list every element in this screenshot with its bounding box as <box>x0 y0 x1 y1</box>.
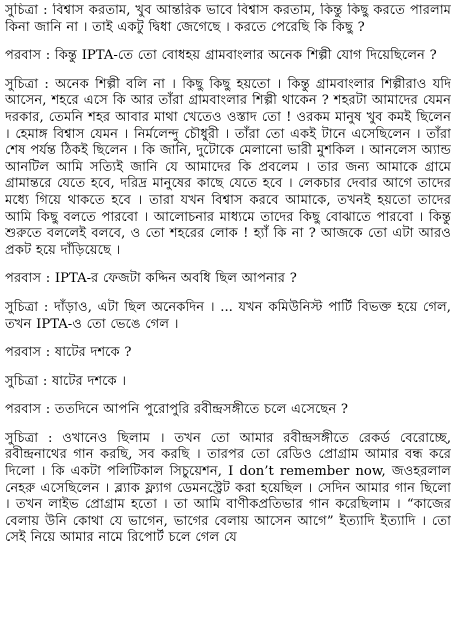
dialogue-paragraph-4: পরবাস : IPTA-র ফেজটা কদ্দিন অবধি ছিল আপনার ? <box>5 271 297 287</box>
speaker-name: সুচিত্রা <box>5 373 39 389</box>
dialogue-text: ওখানেও ছিলাম । তখন তো আমার রবীন্দ্রসঙ্গীতে রেকর্ড বেরোচ্ছে, রবীন্দ্রনাথের গান করছি, সব করছি । তারপর তো রেডিও প্রোগ্রাম আমার বন্ধ করে দিলো । কি একটা পলিটিকাল সিচুয়েশন, I don’t remember now, জওহরলাল নেহরু এসেছিলেন । ব্ল্যাক ফ্ল্যাগ ডেমনস্ট্রেট করা হয়েছিল । সেদিন আমার গান ছিলো । তখন লাইভ প্রোগ্রাম হতো । তা আমি বাণীকপ্রতিভার গান করেছিলাম । “কাজের বেলায় উনি কোথা যে ভাগেন, ভাগের বেলায় আসেন আগে” ইত্যাদি ইত্যাদি । তো সেই নিয়ে আমার নামে রিপোর্ট চলে গেল যে <box>5 430 451 546</box>
dialogue-text: ষাটের দশকে । <box>51 373 127 389</box>
speaker-name: সুচিত্রা <box>5 430 39 446</box>
dialogue-text: অনেক শিল্পী বলি না । কিছু কিছু হয়তো । কিন্তু গ্রামবাংলার শিল্পীরাও যদি আসেন, শহরে এসে কি আর তাঁরা গ্রামবাংলার শিল্পী থাকেন ? শহরটা আমাদের যেমন দরকার, তেমনি শহর আবার মাথা খেতেও ওস্তাদ তো ! ওরকম মানুষ খুব কমই ছিলেন । হেমাঙ্গ বিশ্বাস যেমন । নির্মলেন্দু চৌধুরী । তাঁরা তো একই টানে এসেছিলেন । তাঁরা শেষ পর্যন্ত ঠিকই ছিলেন । কি জানি, দুটোকে মেলানো ভারী মুশকিল । আনলেস অ্যান্ড আনটিল আমি সত্যিই জানি যে আমাদের কি প্রবলেম । তার জন্য আমাকে গ্রামে গ্রামান্তরে যেতে হবে, দরিদ্র মানুষের কাছে যেতে হবে । লেকচার দেবার আগে তাদের মধ্যে গিয়ে থাকতে হবে । তারা যখন বিশ্বাস করবে আমাকে, তখনই হয়তো তাদের আমি কিছু বলতে পারবো । আলোচনার মাধ্যমে তাদের কিছু বোঝাতে পারবো । কিন্তু শুরুতে বললেই বলবে, ও তো শহরের লোক ! হ্যাঁ কি না ? আজকে তো এটা আরও প্রকট হয়ে দাঁড়িয়েছে । <box>5 76 451 258</box>
dialogue-text: দাঁড়াও, এটা ছিল অনেকদিন । ... যখন কমিউনিস্ট পার্টি বিভক্ত হয়ে গেল, তখন IPTA-ও তো ভেঙে গেল । <box>5 299 451 332</box>
speaker-name: সুচিত্রা <box>5 76 39 92</box>
dialogue-paragraph-1: সুচিত্রা : বিশ্বাস করতাম, খুব আন্তরিক ভাবে বিশ্বাস করতাম, কিন্তু কিছু করতে পারলাম কিনা জানি না । তাই একটু দ্বিধা জেগেছে । করতে পেরেছি কি কিছু ? <box>5 3 451 35</box>
dialogue-paragraph-6: পরবাস : ষাটের দশকে ? <box>5 345 132 361</box>
dialogue-paragraph-3: সুচিত্রা : অনেক শিল্পী বলি না । কিছু কিছু হয়তো । কিন্তু গ্রামবাংলার শিল্পীরাও যদি আসেন, শহরে এসে কি আর তাঁরা গ্রামবাংলার শিল্পী থাকেন ? শহরটা আমাদের যেমন দরকার, তেমনি শহর আবার মাথা খেতেও ওস্তাদ তো ! ওরকম মানুষ খুব কমই ছিলেন । হেমাঙ্গ বিশ্বাস যেমন । নির্মলেন্দু চৌধুরী । তাঁরা তো একই টানে এসেছিলেন । তাঁরা শেষ পর্যন্ত ঠিকই ছিলেন । কি জানি, দুটোকে মেলানো ভারী মুশকিল । আনলেস অ্যান্ড আনটিল আমি সত্যিই জানি যে আমাদের কি প্রবলেম । তার জন্য আমাকে গ্রামে গ্রামান্তরে যেতে হবে, দরিদ্র মানুষের কাছে যেতে হবে । লেকচার দেবার আগে তাদের মধ্যে গিয়ে থাকতে হবে । তারা যখন বিশ্বাস করবে আমাকে, তখনই হয়তো তাদের আমি কিছু বলতে পারবো । আলোচনার মাধ্যমে তাদের কিছু বোঝাতে পারবো । কিন্তু শুরুতে বললেই বলবে, ও তো শহরের লোক ! হ্যাঁ কি না ? আজকে তো এটা আরও প্রকট হয়ে দাঁড়িয়েছে । <box>5 76 451 258</box>
dialogue-text: IPTA-র ফেজটা কদ্দিন অবধি ছিল আপনার ? <box>54 271 297 287</box>
dialogue-text: বিশ্বাস করতাম, খুব আন্তরিক ভাবে বিশ্বাস করতাম, কিন্তু কিছু করতে পারলাম কিনা জানি না । তাই একটু দ্বিধা জেগেছে । করতে পেরেছি কি কিছু ? <box>5 3 451 35</box>
dialogue-text: কিন্তু IPTA-তে তো বোধহয় গ্রামবাংলার অনেক শিল্পী যোগ দিয়েছিলেন ? <box>54 48 437 64</box>
dialogue-paragraph-7: সুচিত্রা : ষাটের দশকে । <box>5 373 127 389</box>
speaker-name: সুচিত্রা <box>5 3 39 18</box>
interview-transcript <box>5 3 451 615</box>
dialogue-paragraph-8: পরবাস : ততদিনে আপনি পুরোপুরি রবীন্দ্রসঙ্গীতে চলে এসেছেন ? <box>5 402 348 418</box>
dialogue-text: ষাটের দশকে ? <box>54 345 132 361</box>
speaker-name: পরবাস <box>5 402 42 418</box>
speaker-name: পরবাস <box>5 48 42 64</box>
speaker-name: সুচিত্রা <box>5 299 39 315</box>
dialogue-text: ততদিনে আপনি পুরোপুরি রবীন্দ্রসঙ্গীতে চলে এসেছেন ? <box>54 402 348 418</box>
dialogue-paragraph-9: সুচিত্রা : ওখানেও ছিলাম । তখন তো আমার রবীন্দ্রসঙ্গীতে রেকর্ড বেরোচ্ছে, রবীন্দ্রনাথের গান করছি, সব করছি । তারপর তো রেডিও প্রোগ্রাম আমার বন্ধ করে দিলো । কি একটা পলিটিকাল সিচুয়েশন, I don’t remember now, জওহরলাল নেহরু এসেছিলেন । ব্ল্যাক ফ্ল্যাগ ডেমনস্ট্রেট করা হয়েছিল । সেদিন আমার গান ছিলো । তখন লাইভ প্রোগ্রাম হতো । তা আমি বাণীকপ্রতিভার গান করেছিলাম । “কাজের বেলায় উনি কোথা যে ভাগেন, ভাগের বেলায় আসেন আগে” ইত্যাদি ইত্যাদি । তো সেই নিয়ে আমার নামে রিপোর্ট চলে গেল যে <box>5 430 451 546</box>
speaker-name: পরবাস <box>5 345 42 361</box>
speaker-name: পরবাস <box>5 271 42 287</box>
dialogue-paragraph-2: পরবাস : কিন্তু IPTA-তে তো বোধহয় গ্রামবাংলার অনেক শিল্পী যোগ দিয়েছিলেন ? <box>5 48 437 64</box>
dialogue-paragraph-5: সুচিত্রা : দাঁড়াও, এটা ছিল অনেকদিন । ... যখন কমিউনিস্ট পার্টি বিভক্ত হয়ে গেল, তখন IPTA-ও তো ভেঙে গেল । <box>5 299 451 332</box>
